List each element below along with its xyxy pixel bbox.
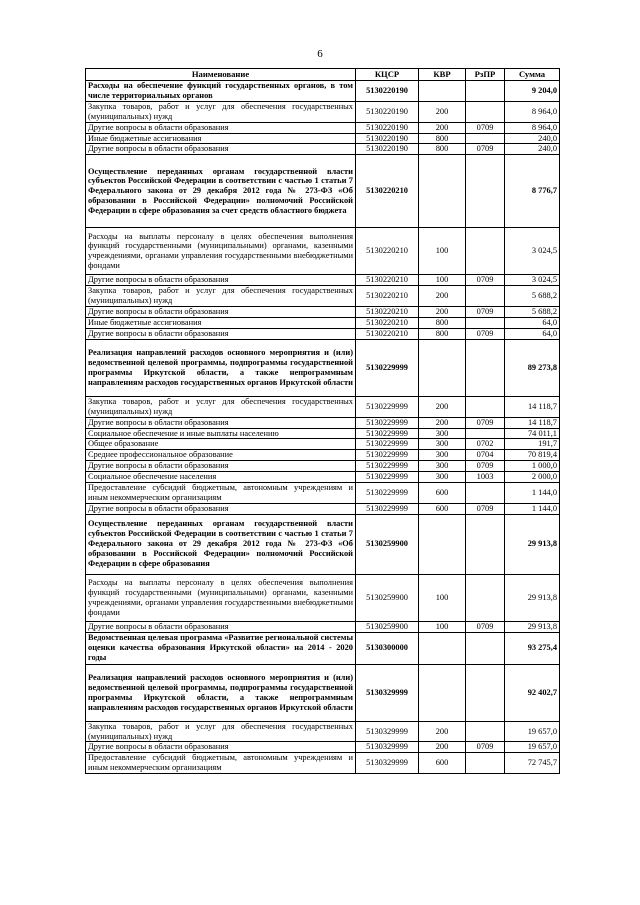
rzpr-cell (466, 574, 505, 621)
kvr-cell: 100 (419, 621, 466, 632)
kcsr-cell: 5130229999 (356, 450, 419, 461)
table-row (86, 155, 560, 228)
sum-cell: 19 657,0 (505, 721, 560, 742)
name-cell: Другие вопросы в области образования (86, 417, 356, 428)
kvr-cell: 800 (419, 328, 466, 339)
sum-cell: 72 745,7 (505, 753, 560, 774)
table-row (86, 339, 560, 396)
name-cell: Другие вопросы в области образования (86, 621, 356, 632)
budget-table (85, 68, 560, 774)
rzpr-cell (466, 155, 505, 228)
name-cell: Осуществление переданных органам государственной власти субъектов Российской Федерации в соответствии с частью 1 статьи 7 Федерального закона от 29 декабря 2012 года № 273-ФЗ «Об образовании в Российской Федерации» полномочий Российской Федерации в сфере образования (86, 514, 356, 574)
rzpr-cell: 0702 (466, 439, 505, 450)
kvr-cell (419, 632, 466, 664)
name-cell: Закупка товаров, работ и услуг для обеспечения государственных (муниципальных) нужд (86, 396, 356, 417)
kvr-cell: 800 (419, 317, 466, 328)
name-cell: Среднее профессиональное образование (86, 450, 356, 461)
sum-cell: 8 964,0 (505, 101, 560, 122)
kcsr-cell: 5130220210 (356, 317, 419, 328)
table-row (86, 328, 560, 339)
name-cell: Общее образование (86, 439, 356, 450)
kvr-cell: 600 (419, 503, 466, 514)
name-cell: Другие вопросы в области образования (86, 144, 356, 155)
rzpr-cell: 0709 (466, 742, 505, 753)
name-cell: Социальное обеспечение населения (86, 472, 356, 483)
table-row (86, 753, 560, 774)
kvr-cell: 200 (419, 396, 466, 417)
kvr-cell: 800 (419, 133, 466, 144)
rzpr-cell: 0709 (466, 307, 505, 318)
sum-cell: 8 776,7 (505, 155, 560, 228)
table-row (86, 461, 560, 472)
sum-cell: 3 024,5 (505, 228, 560, 275)
header-rzpr: РзПР (466, 69, 505, 81)
header-kcsr: КЦСР (356, 69, 419, 81)
kcsr-cell: 5130220190 (356, 144, 419, 155)
table-row (86, 81, 560, 102)
kcsr-cell: 5130220210 (356, 286, 419, 307)
sum-cell: 70 819,4 (505, 450, 560, 461)
rzpr-cell (466, 483, 505, 504)
kcsr-cell: 5130259900 (356, 574, 419, 621)
kcsr-cell: 5130220210 (356, 328, 419, 339)
kvr-cell (419, 155, 466, 228)
kcsr-cell: 5130229999 (356, 428, 419, 439)
rzpr-cell: 0709 (466, 621, 505, 632)
rzpr-cell: 0709 (466, 122, 505, 133)
sum-cell: 2 000,0 (505, 472, 560, 483)
name-cell: Другие вопросы в области образования (86, 307, 356, 318)
header-name: Наименование (86, 69, 356, 81)
table-row (86, 483, 560, 504)
table-row (86, 439, 560, 450)
rzpr-cell (466, 632, 505, 664)
rzpr-cell: 0709 (466, 461, 505, 472)
table-row (86, 417, 560, 428)
table-row (86, 275, 560, 286)
table-row (86, 144, 560, 155)
sum-cell: 19 657,0 (505, 742, 560, 753)
table-row (86, 503, 560, 514)
kcsr-cell: 5130229999 (356, 483, 419, 504)
kcsr-cell: 5130229999 (356, 417, 419, 428)
name-cell: Расходы на выплаты персоналу в целях обеспечения выполнения функций государственными (муниципальными) органами, казенными учреждениями, органами управления государственными внебюджетными фондами (86, 574, 356, 621)
table-row (86, 514, 560, 574)
kvr-cell: 600 (419, 483, 466, 504)
sum-cell: 92 402,7 (505, 664, 560, 721)
table-row (86, 621, 560, 632)
rzpr-cell: 0704 (466, 450, 505, 461)
table-row (86, 574, 560, 621)
sum-cell: 64,0 (505, 317, 560, 328)
sum-cell: 93 275,4 (505, 632, 560, 664)
kvr-cell: 100 (419, 228, 466, 275)
name-cell: Предоставление субсидий бюджетным, автономным учреждениям и иным некоммерческим организациям (86, 753, 356, 774)
rzpr-cell (466, 514, 505, 574)
table-row (86, 228, 560, 275)
kvr-cell (419, 81, 466, 102)
kcsr-cell: 5130329999 (356, 742, 419, 753)
sum-cell: 5 688,2 (505, 307, 560, 318)
rzpr-cell: 0709 (466, 144, 505, 155)
kcsr-cell: 5130220210 (356, 155, 419, 228)
sum-cell: 64,0 (505, 328, 560, 339)
kvr-cell: 600 (419, 753, 466, 774)
kvr-cell (419, 339, 466, 396)
kvr-cell: 300 (419, 450, 466, 461)
sum-cell: 74 011,1 (505, 428, 560, 439)
sum-cell: 1 144,0 (505, 503, 560, 514)
table-row (86, 632, 560, 664)
name-cell: Осуществление переданных органам государственной власти субъектов Российской Федерации в соответствии с частью 1 статьи 7 Федерального закона от 29 декабря 2012 года № 273-ФЗ «Об образовании в Российской Федерации» полномочий Российской Федерации в сфере образования за счет средств областного бюджета (86, 155, 356, 228)
name-cell: Закупка товаров, работ и услуг для обеспечения государственных (муниципальных) нужд (86, 286, 356, 307)
kvr-cell: 200 (419, 417, 466, 428)
table-row (86, 450, 560, 461)
kvr-cell: 100 (419, 574, 466, 621)
table-row (86, 307, 560, 318)
kvr-cell: 800 (419, 144, 466, 155)
kvr-cell: 300 (419, 439, 466, 450)
rzpr-cell (466, 339, 505, 396)
sum-cell: 240,0 (505, 133, 560, 144)
kvr-cell: 300 (419, 461, 466, 472)
kcsr-cell: 5130300000 (356, 632, 419, 664)
rzpr-cell (466, 721, 505, 742)
name-cell: Социальное обеспечение и иные выплаты населению (86, 428, 356, 439)
kcsr-cell: 5130220210 (356, 275, 419, 286)
sum-cell: 9 204,0 (505, 81, 560, 102)
kcsr-cell: 5130229999 (356, 339, 419, 396)
rzpr-cell (466, 133, 505, 144)
kvr-cell: 200 (419, 286, 466, 307)
header-sum: Сумма (505, 69, 560, 81)
sum-cell: 14 118,7 (505, 417, 560, 428)
kvr-cell: 200 (419, 742, 466, 753)
sum-cell: 3 024,5 (505, 275, 560, 286)
table-body (86, 81, 560, 774)
rzpr-cell (466, 81, 505, 102)
table-row (86, 122, 560, 133)
name-cell: Иные бюджетные ассигнования (86, 133, 356, 144)
rzpr-cell: 1003 (466, 472, 505, 483)
sum-cell: 1 000,0 (505, 461, 560, 472)
name-cell: Другие вопросы в области образования (86, 461, 356, 472)
kcsr-cell: 5130259900 (356, 621, 419, 632)
kvr-cell: 200 (419, 307, 466, 318)
kcsr-cell: 5130220190 (356, 101, 419, 122)
rzpr-cell (466, 228, 505, 275)
table-row (86, 472, 560, 483)
sum-cell: 14 118,7 (505, 396, 560, 417)
kcsr-cell: 5130229999 (356, 396, 419, 417)
table-header-row (86, 69, 560, 81)
name-cell: Ведомственная целевая программа «Развитие региональной системы оценки качества образования Иркутской области» на 2014 - 2020 годы (86, 632, 356, 664)
kvr-cell: 300 (419, 472, 466, 483)
name-cell: Другие вопросы в области образования (86, 275, 356, 286)
kcsr-cell: 5130229999 (356, 503, 419, 514)
name-cell: Закупка товаров, работ и услуг для обеспечения государственных (муниципальных) нужд (86, 721, 356, 742)
rzpr-cell (466, 428, 505, 439)
rzpr-cell (466, 317, 505, 328)
table-row (86, 742, 560, 753)
sum-cell: 89 273,8 (505, 339, 560, 396)
kcsr-cell: 5130220190 (356, 133, 419, 144)
sum-cell: 1 144,0 (505, 483, 560, 504)
rzpr-cell: 0709 (466, 417, 505, 428)
kvr-cell: 200 (419, 721, 466, 742)
name-cell: Реализация направлений расходов основного мероприятия и (или) ведомственной целевой программы, подпрограммы государственной программы Иркутской области, а также непрограммным направлениям расходов государственных органов Иркутской области (86, 664, 356, 721)
table-row (86, 133, 560, 144)
sum-cell: 29 913,8 (505, 621, 560, 632)
page-number: 6 (317, 48, 323, 60)
name-cell: Другие вопросы в области образования (86, 742, 356, 753)
name-cell: Другие вопросы в области образования (86, 122, 356, 133)
kcsr-cell: 5130229999 (356, 439, 419, 450)
name-cell: Иные бюджетные ассигнования (86, 317, 356, 328)
table-row (86, 664, 560, 721)
table-row (86, 396, 560, 417)
rzpr-cell: 0709 (466, 503, 505, 514)
name-cell: Закупка товаров, работ и услуг для обеспечения государственных (муниципальных) нужд (86, 101, 356, 122)
header-kvr: КВР (419, 69, 466, 81)
table-row (86, 101, 560, 122)
kcsr-cell: 5130220190 (356, 81, 419, 102)
kvr-cell: 100 (419, 275, 466, 286)
kvr-cell (419, 664, 466, 721)
rzpr-cell (466, 101, 505, 122)
rzpr-cell (466, 753, 505, 774)
sum-cell: 29 913,8 (505, 574, 560, 621)
sum-cell: 29 913,8 (505, 514, 560, 574)
kcsr-cell: 5130259900 (356, 514, 419, 574)
table-row (86, 317, 560, 328)
rzpr-cell: 0709 (466, 275, 505, 286)
rzpr-cell (466, 664, 505, 721)
rzpr-cell (466, 396, 505, 417)
kcsr-cell: 5130229999 (356, 461, 419, 472)
table-row (86, 428, 560, 439)
kcsr-cell: 5130329999 (356, 721, 419, 742)
table-row (86, 721, 560, 742)
kcsr-cell: 5130229999 (356, 472, 419, 483)
name-cell: Реализация направлений расходов основного мероприятия и (или) ведомственной целевой программы, подпрограммы государственной программы Иркутской области, а также непрограммным направлениям расходов государственных органов Иркутской области (86, 339, 356, 396)
name-cell: Другие вопросы в области образования (86, 503, 356, 514)
name-cell: Другие вопросы в области образования (86, 328, 356, 339)
kvr-cell: 300 (419, 428, 466, 439)
name-cell: Расходы на обеспечение функций государственных органов, в том числе территориальных органов (86, 81, 356, 102)
sum-cell: 5 688,2 (505, 286, 560, 307)
name-cell: Расходы на выплаты персоналу в целях обеспечения выполнения функций государственными (муниципальными) органами, казенными учреждениями, органами управления государственными внебюджетными фондами (86, 228, 356, 275)
rzpr-cell: 0709 (466, 328, 505, 339)
kcsr-cell: 5130220210 (356, 228, 419, 275)
kvr-cell: 200 (419, 101, 466, 122)
table-row (86, 286, 560, 307)
kvr-cell (419, 514, 466, 574)
kvr-cell: 200 (419, 122, 466, 133)
sum-cell: 8 964,0 (505, 122, 560, 133)
sum-cell: 191,7 (505, 439, 560, 450)
rzpr-cell (466, 286, 505, 307)
kcsr-cell: 5130329999 (356, 753, 419, 774)
kcsr-cell: 5130220190 (356, 122, 419, 133)
sum-cell: 240,0 (505, 144, 560, 155)
kcsr-cell: 5130220210 (356, 307, 419, 318)
kcsr-cell: 5130329999 (356, 664, 419, 721)
name-cell: Предоставление субсидий бюджетным, автономным учреждениям и иным некоммерческим организациям (86, 483, 356, 504)
